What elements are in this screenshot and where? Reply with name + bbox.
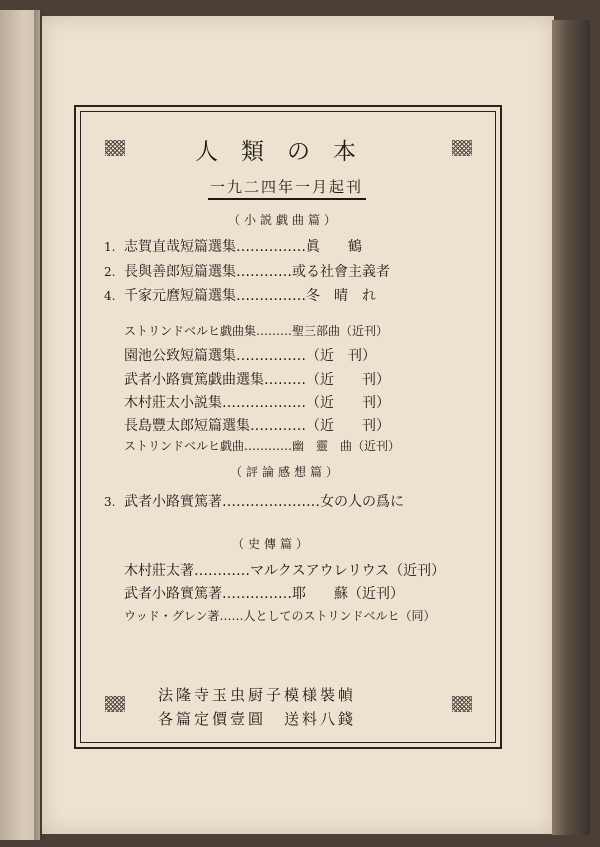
list-item [124,607,435,624]
item-text: 武者小路實篤著……………耶 蘇（近刊） [124,586,404,602]
item-number: 4. [104,289,116,303]
subtitle-underline [208,198,366,200]
item-text: ウッド・グレン著……人としてのストリンドベルヒ（同） [124,609,436,623]
ornament-icon [105,696,125,712]
book-cover-edge [552,20,590,835]
item-number: 1. [104,240,116,254]
item-text: ストリンドベルヒ戯曲集………聖三部曲（近刊） [124,324,389,338]
item-text: 千家元麿短篇選集……………冬 晴 れ [124,288,376,304]
item-text: 園池公致短篇選集……………（近 刊） [124,348,376,364]
item-text: 木村莊太小説集………………（近 刊） [124,395,390,411]
list-item [124,322,388,339]
list-item [124,415,390,435]
list-item [104,491,404,511]
list-item [124,437,400,454]
list-item [104,236,362,256]
item-number: 2. [104,265,116,279]
list-item [104,261,390,281]
item-text: 木村莊太著…………マルクスアウレリウス（近刊） [124,563,446,579]
ornament-icon [452,696,472,712]
ornament-icon [105,140,125,156]
item-text: 長島豐太郎短篇選集…………（近 刊） [124,418,390,434]
list-item [124,345,376,365]
list-item [104,285,376,305]
section-heading: （史傳篇） [232,537,313,551]
list-item [124,369,390,389]
footer-price-note: 各篇定價壹圓 送料八錢 [158,710,357,728]
item-text: 武者小路實篤著…………………女の人の爲に [124,494,404,510]
item-text: 長與善郎短篇選集…………或る社會主義者 [124,264,390,280]
footer-binding-note: 法隆寺玉虫厨子模様裝幀 [158,686,357,704]
list-item [124,560,445,580]
item-text: 武者小路實篤戯曲選集………（近 刊） [124,372,390,388]
page-subtitle: 一九二四年一月起刊 [210,178,364,196]
list-item [124,392,390,412]
section-heading: （小説戯曲篇） [228,213,341,227]
item-text: 志賀直哉短篇選集……………眞 鶴 [124,239,362,255]
page-title: 人類の本 [195,139,379,165]
section-heading: （評論感想篇） [230,465,343,479]
item-text: ストリンドベルヒ戯曲…………幽 靈 曲（近刊） [124,439,401,453]
list-item [124,583,404,603]
ornament-icon [452,140,472,156]
item-number: 3. [104,495,116,509]
